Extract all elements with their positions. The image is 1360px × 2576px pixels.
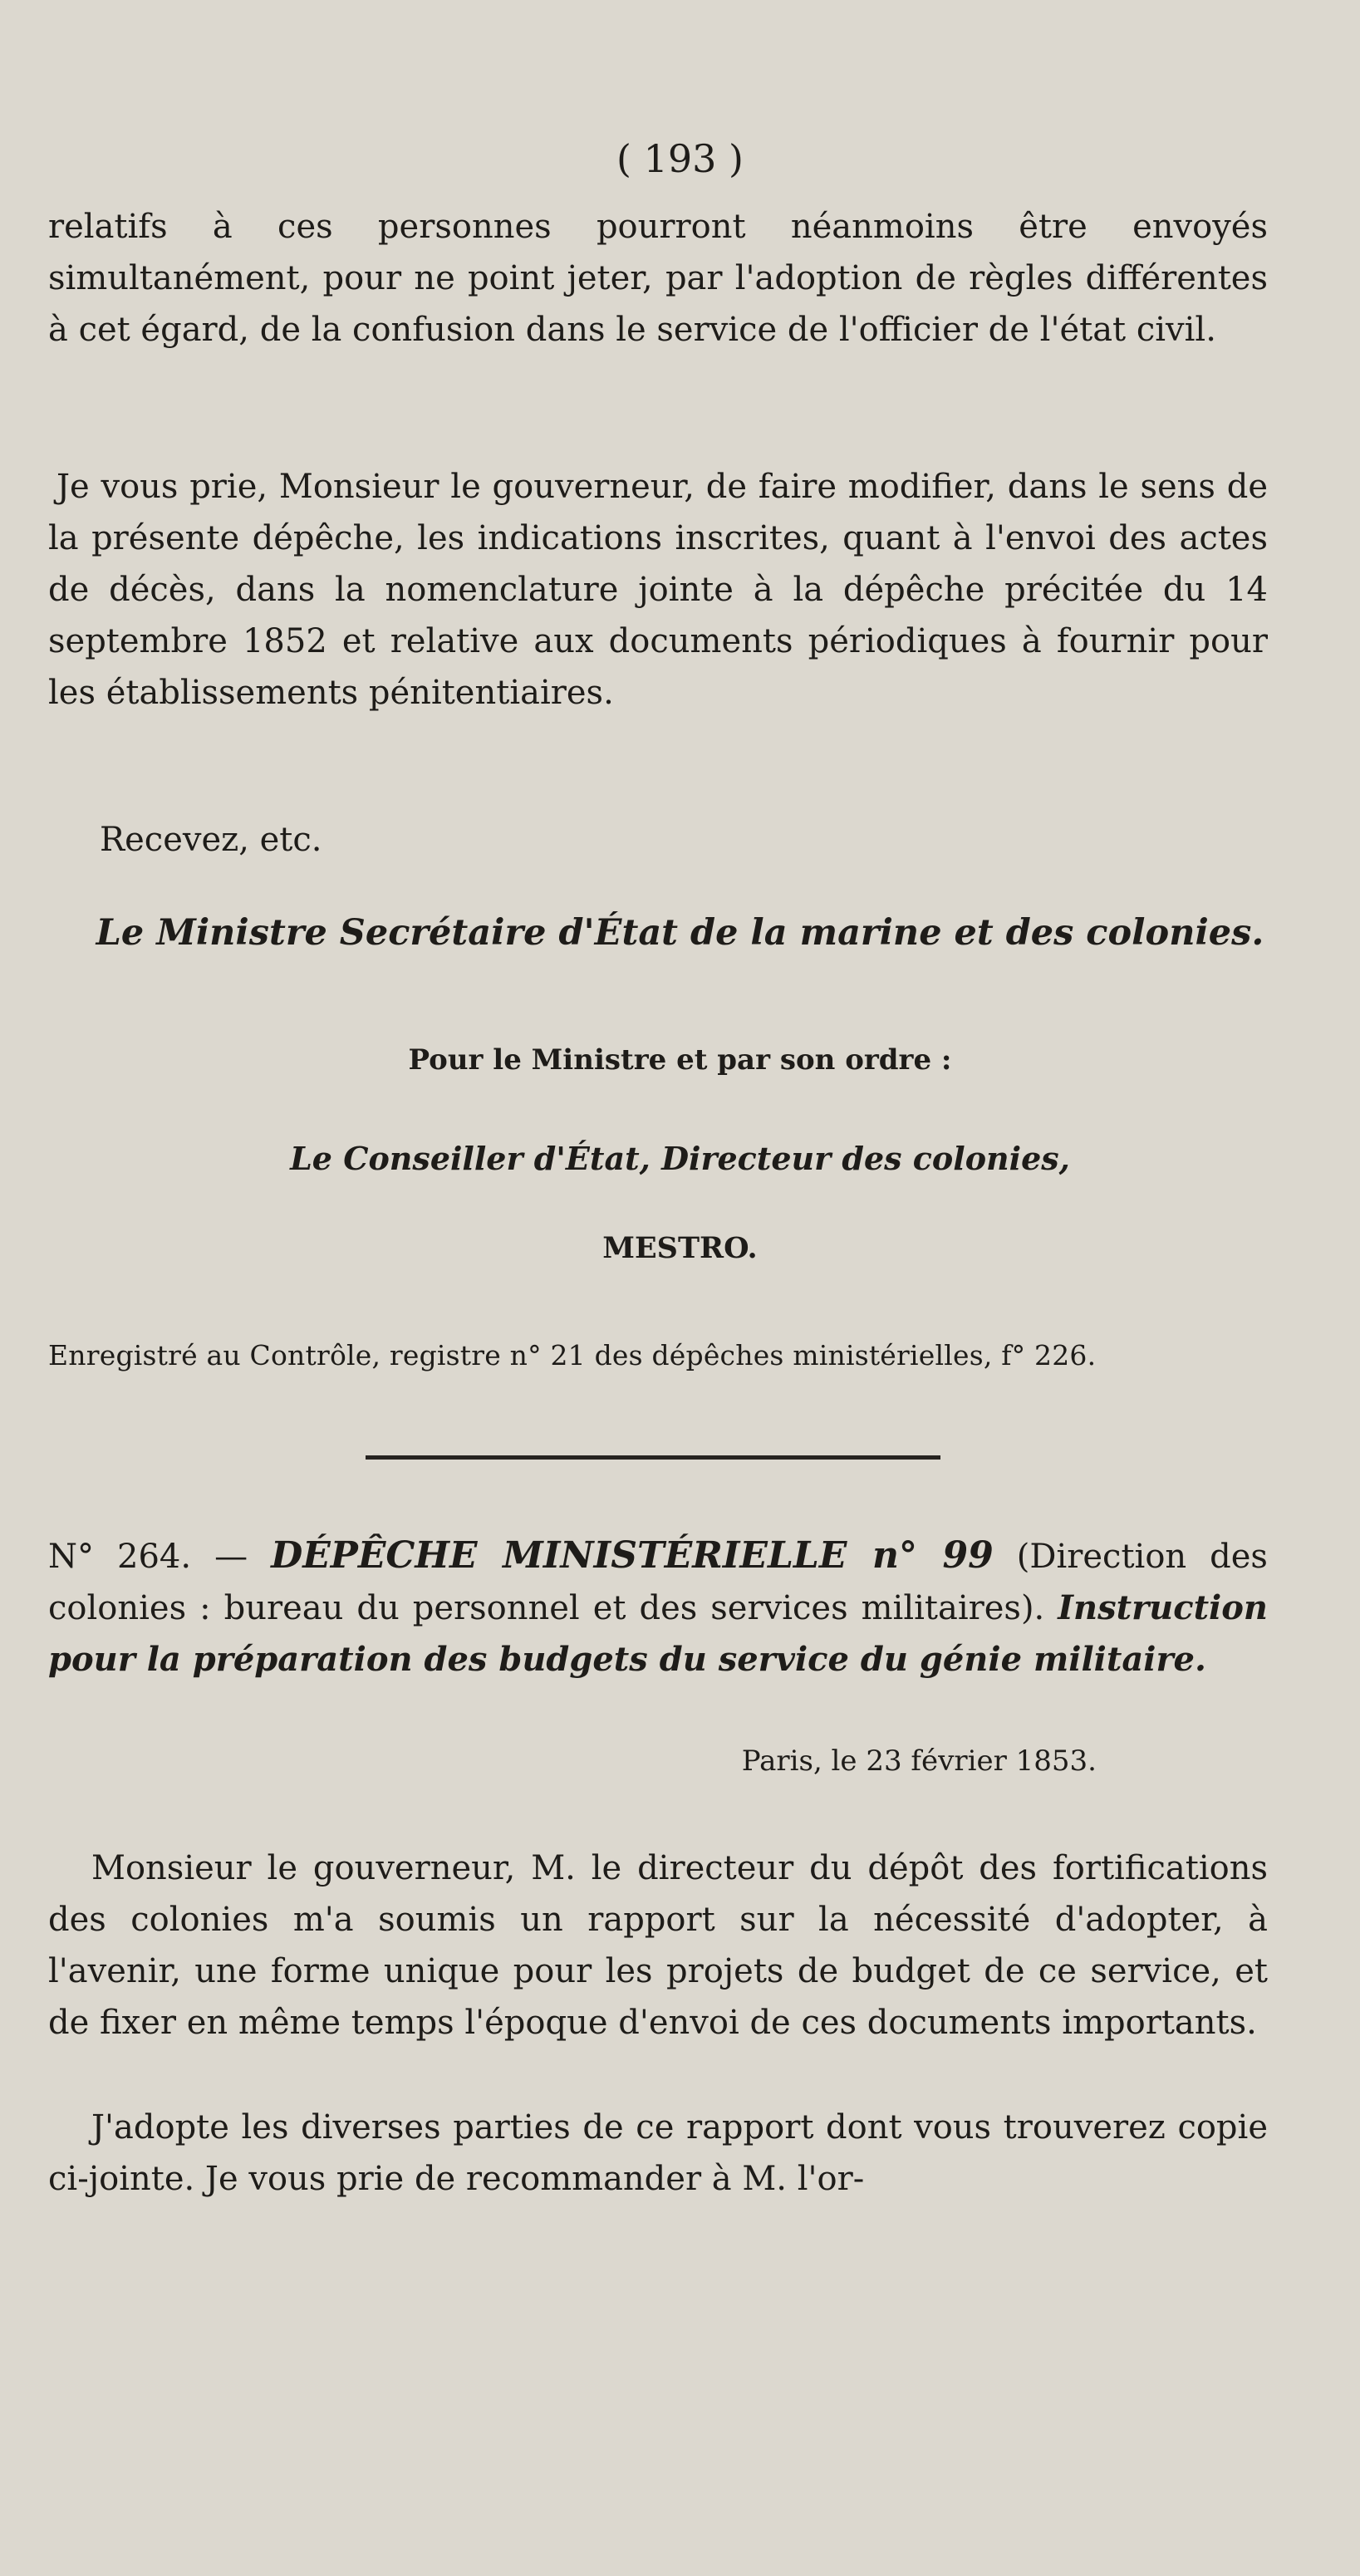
- paragraph-continued: relatifs à ces personnes pourront néanmoins être envoyés simultanément, pour ne point jeter, par l'adoption de règles différentes à cet égard, de la confusion dans le service de l'officier de l'état civil.: [48, 208, 1268, 349]
- dispatch-number: N° 264. —: [48, 1538, 248, 1576]
- dispatch-subject: Instruction pour la préparation des budgets du service du génie militaire.: [48, 1588, 1269, 1679]
- paragraph-request: Je vous prie, Monsieur le gouverneur, de faire modifier, dans le sens de la présente dépêche, les indications inscrites, quant à l'envoi des actes de décès, dans la nomenclature jointe à la dépêche précitée du 14 septembre 1852 et relative aux documents périodiques à fournir pour les établissements pénitentiaires.: [48, 468, 1268, 712]
- signatory-name: MESTRO.: [602, 1231, 758, 1265]
- closing-formula: Recevez, etc.: [100, 821, 322, 859]
- dispatch-header: [48, 1530, 1268, 1685]
- conseiller-title: Le Conseiller d'État, Directeur des colonies,: [290, 1140, 1070, 1177]
- dispatch-direction: (Direction des colonies : bureau du personnel et des services militaires).: [48, 1538, 1268, 1627]
- order-line: Pour le Ministre et par son ordre :: [408, 1043, 952, 1077]
- dateline: Paris, le 23 février 1853.: [741, 1744, 1097, 1778]
- page-number: ( 193 ): [616, 136, 744, 181]
- minister-title: Le Ministre Secrétaire d'État de la marine et des colonies.: [96, 912, 1264, 954]
- section-divider: [366, 1455, 940, 1460]
- registry-note: Enregistré au Contrôle, registre n° 21 des dépêches ministérielles, f° 226.: [48, 1339, 1097, 1371]
- paragraph-adoption: J'adopte les diverses parties de ce rapport dont vous trouverez copie ci-jointe. Je vous prie de recommander à M. l'or-: [48, 2108, 1268, 2198]
- dispatch-heading: DÉPÊCHE MINISTÉRIELLE n° 99: [271, 1534, 994, 1577]
- paragraph-report: Monsieur le gouverneur, M. le directeur du dépôt des fortifications des colonies m'a soumis un rapport sur la nécessité d'adopter, à l'avenir, une forme unique pour les projets de budget de ce service, et de fixer en même temps l'époque d'envoi de ces documents importants.: [48, 1849, 1268, 2042]
